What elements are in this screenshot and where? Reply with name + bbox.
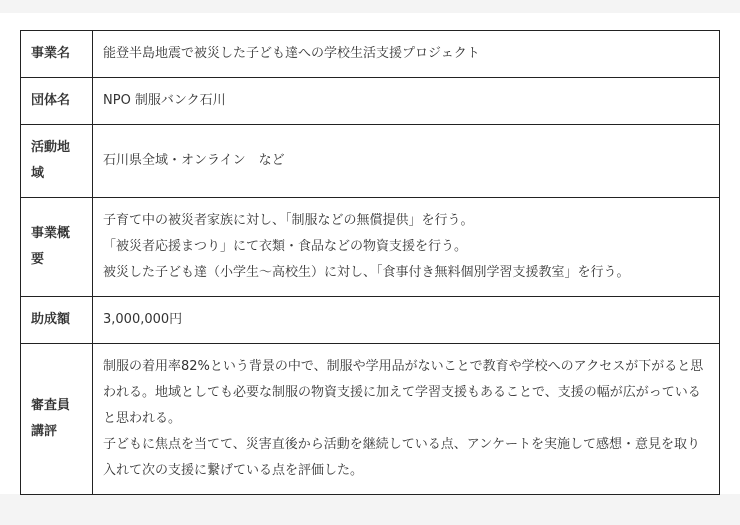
organization-label: 団体名: [21, 78, 93, 125]
table-row-activity-area: [21, 125, 720, 198]
review-comment-value: [93, 344, 720, 495]
table-row-project-name: [21, 31, 720, 78]
organization-text: NPO 制服バンク石川: [103, 93, 226, 108]
project-info-table: [20, 30, 720, 495]
grant-amount-text: 3,000,000円: [103, 312, 183, 327]
review-paragraph: 制服の着用率82%という背景の中で、制服や学用品がないことで教育や学校へのアクセスが下がると思われる。地域としても必要な制服の物資支援に加えて学習支援もあることで、支援の幅が広がっていると思われる。: [103, 359, 704, 426]
table-row-project-summary: [21, 198, 720, 297]
summary-line: 子育て中の被災者家族に対し、「制服などの無償提供」を行う。: [103, 213, 474, 228]
review-paragraph: 子どもに焦点を当てて、災害直後から活動を継続している点、アンケートを実施して感想・意見を取り入れて次の支援に繋げている点を評価した。: [103, 437, 700, 478]
project-name-text: 能登半島地震で被災した子ども達への学校生活支援プロジェクト: [103, 46, 480, 61]
grant-amount-value: [93, 297, 720, 344]
organization-value: [93, 78, 720, 125]
activity-area-text: 石川県全域・オンライン など: [103, 153, 285, 168]
summary-line: 「被災者応援まつり」にて衣類・食品などの物資支援を行う。: [103, 239, 468, 254]
grant-amount-label: 助成額: [21, 297, 93, 344]
project-summary-value: [93, 198, 720, 297]
activity-area-label: 活動地域: [21, 125, 93, 198]
table-row-organization: [21, 78, 720, 125]
review-comment-label: 審査員講評: [21, 344, 93, 495]
table-row-grant-amount: [21, 297, 720, 344]
activity-area-value: [93, 125, 720, 198]
project-summary-label: 事業概要: [21, 198, 93, 297]
project-name-value: [93, 31, 720, 78]
table-row-review-comment: [21, 344, 720, 495]
project-name-label: 事業名: [21, 31, 93, 78]
summary-line: 被災した子ども達（小学生～高校生）に対し、「食事付き無料個別学習支援教室」を行う。: [103, 265, 630, 280]
